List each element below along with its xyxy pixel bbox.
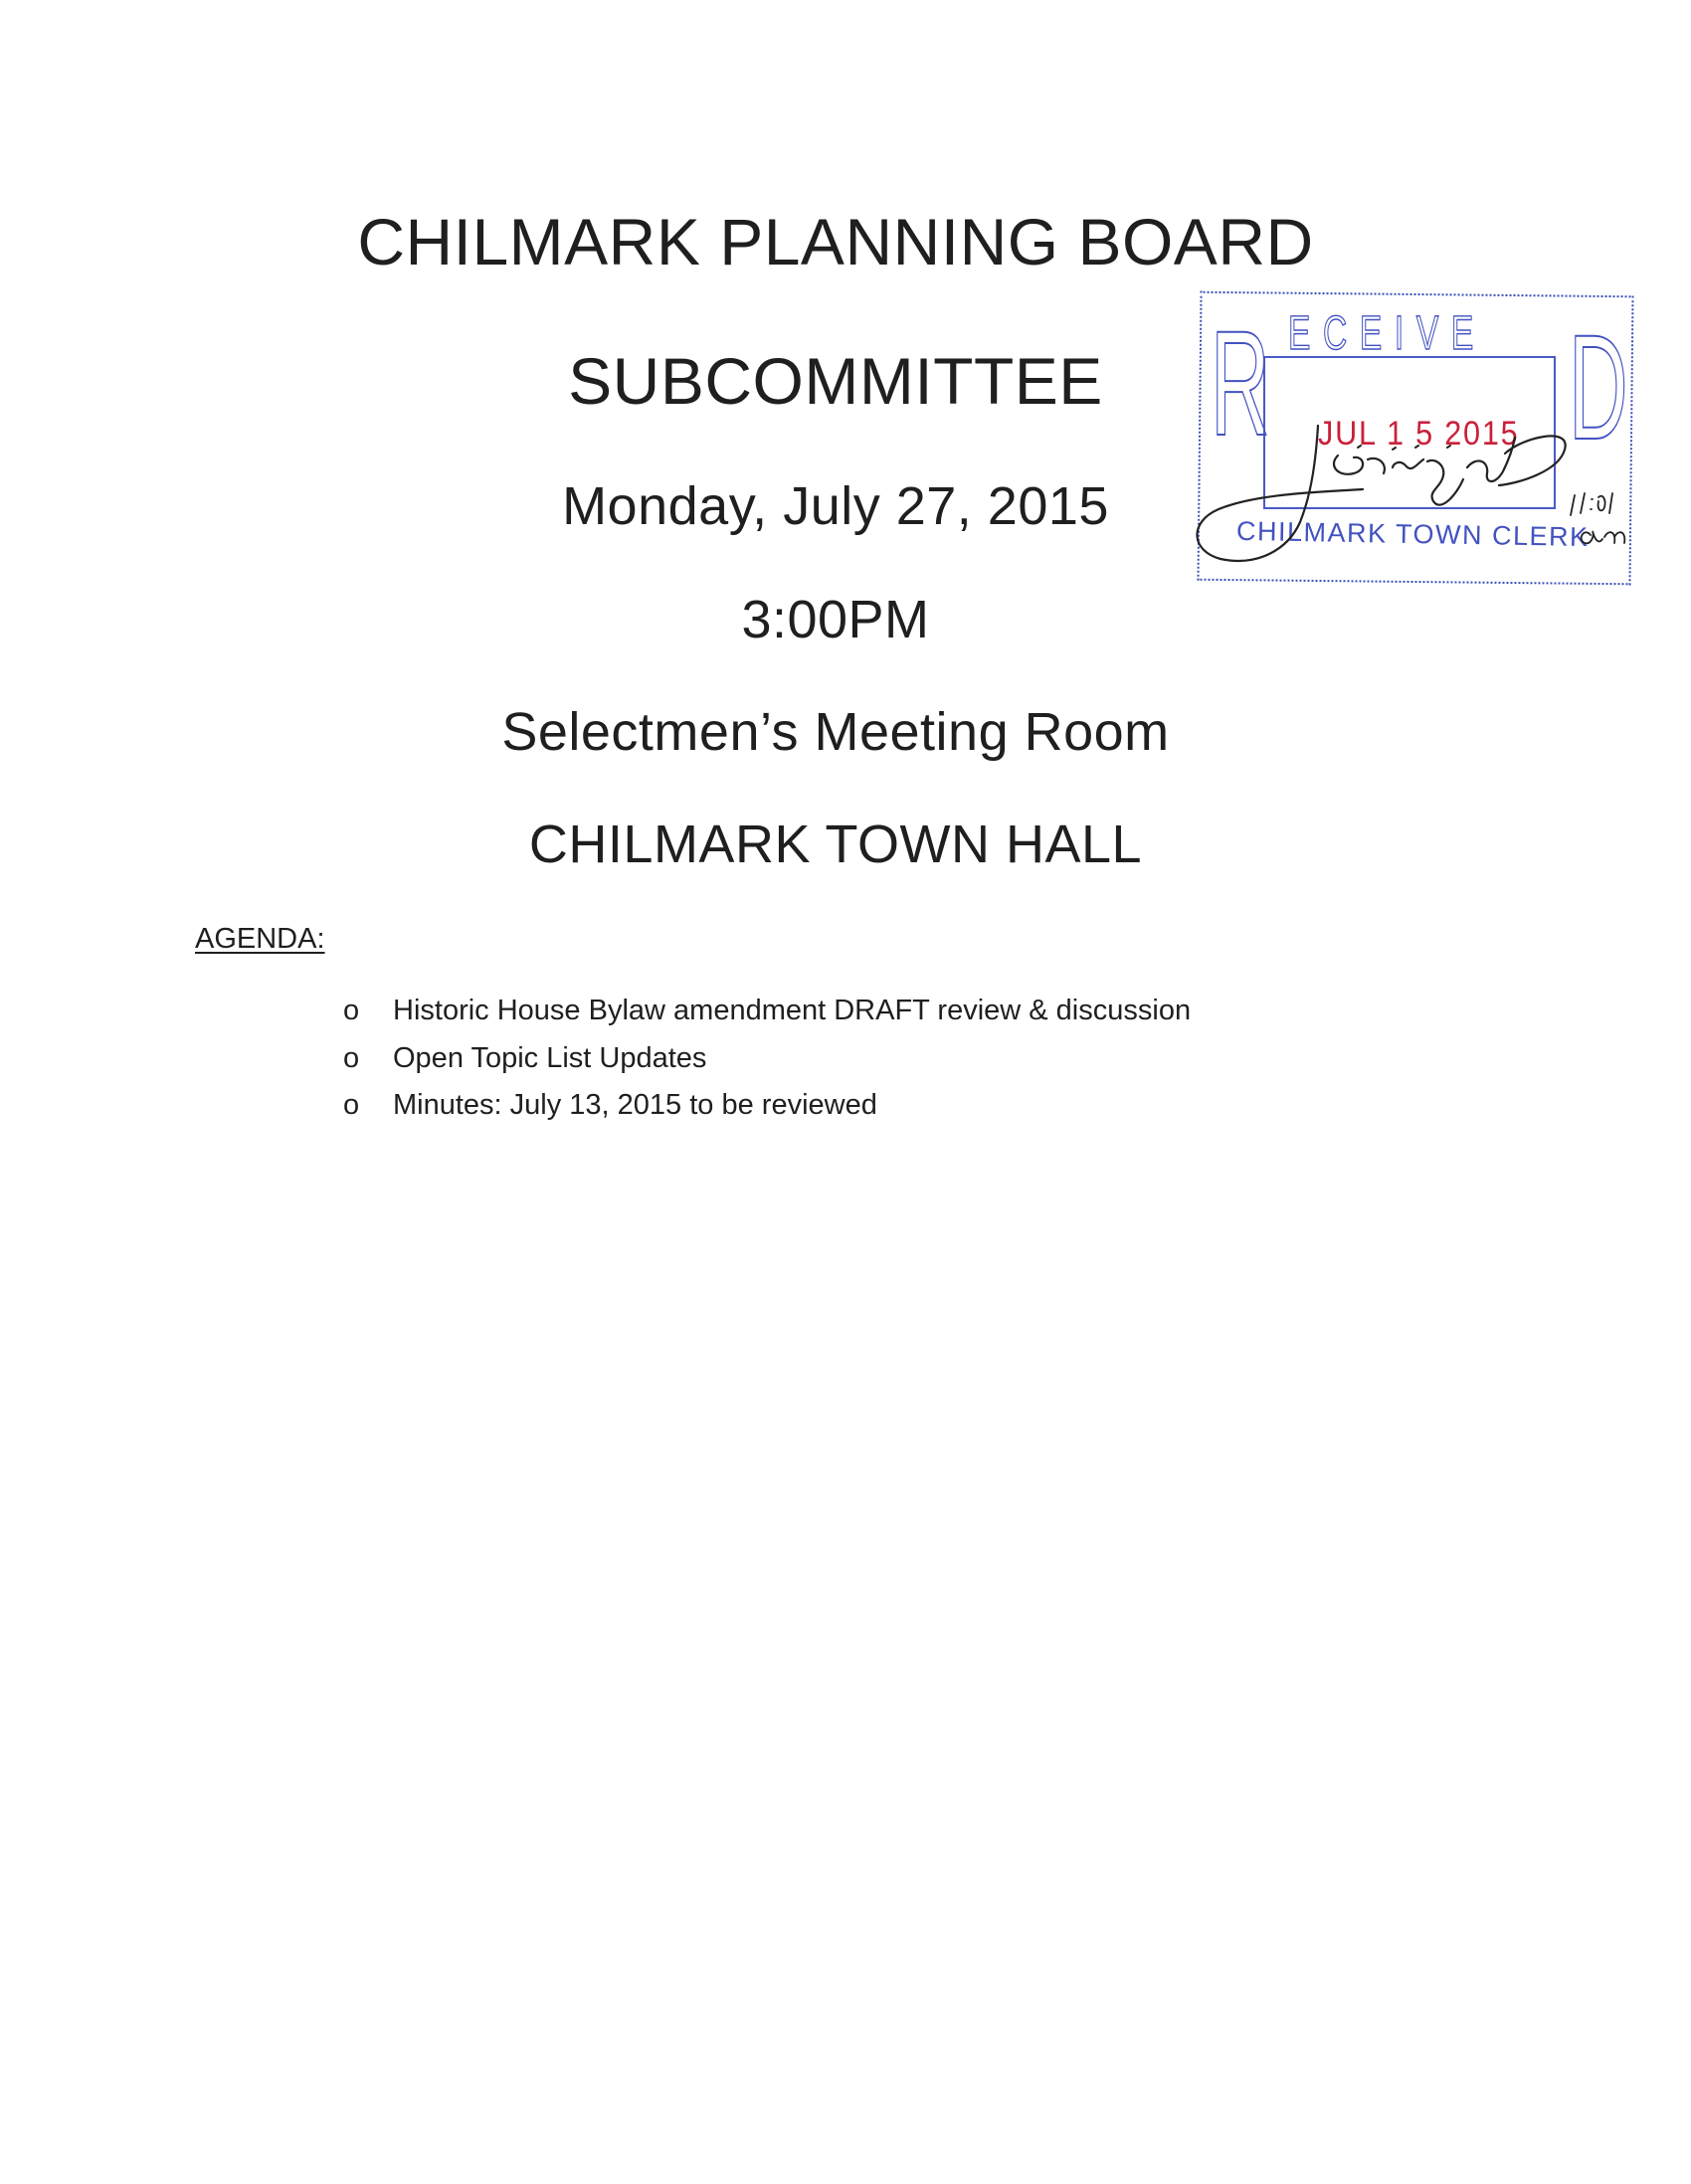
stamp-letter-d: D	[1569, 303, 1628, 470]
agenda-item-text: Minutes: July 13, 2015 to be reviewed	[393, 1089, 877, 1121]
bullet-icon: o	[343, 1041, 360, 1074]
title-line-2: SUBCOMMITTEE	[568, 344, 1103, 418]
bullet-icon: o	[343, 995, 360, 1026]
meeting-room: Selectmen’s Meeting Room	[501, 702, 1170, 762]
title-line-1: CHILMARK PLANNING BOARD	[357, 205, 1314, 278]
agenda-list	[343, 995, 1191, 1137]
stamp-office: CHILMARK TOWN CLERK	[1235, 515, 1590, 553]
bullet-icon: o	[343, 1089, 360, 1121]
agenda-item	[343, 1089, 1191, 1137]
agenda-item-text: Historic House Bylaw amendment DRAFT review & discussion	[393, 995, 1192, 1026]
meeting-location: CHILMARK TOWN HALL	[528, 815, 1143, 874]
agenda-label: AGENDA:	[195, 923, 325, 955]
meeting-date: Monday, July 27, 2015	[562, 476, 1109, 536]
agenda-item	[343, 995, 1191, 1042]
meeting-time: 3:00PM	[741, 590, 930, 649]
stamp-received-text: ECEIVE	[1288, 307, 1486, 360]
stamp-letter-r: R	[1211, 299, 1270, 466]
agenda-item-text: Open Topic List Updates	[393, 1041, 707, 1074]
clerk-signature	[1189, 288, 1641, 607]
stamp-date: JUL 1 5 2015	[1318, 415, 1520, 453]
agenda-item	[343, 1042, 1191, 1090]
